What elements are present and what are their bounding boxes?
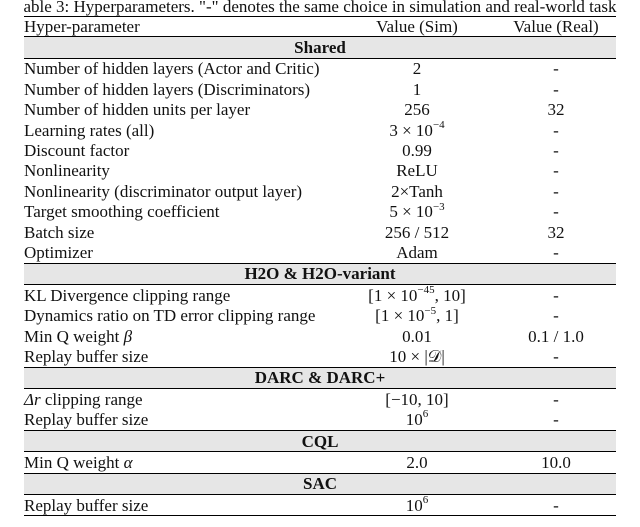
param-name: Replay buffer size	[24, 494, 338, 515]
param-text: Min Q weight	[24, 452, 124, 472]
section-title: Shared	[24, 37, 616, 58]
value-sim: [−10, 10]	[385, 389, 449, 409]
value-real: 32	[547, 222, 565, 242]
param-name	[24, 389, 338, 410]
table-caption: able 3: Hyperparameters. "-" denotes the same choice in simulation and real-world task	[23, 0, 617, 16]
value-sim	[338, 409, 496, 430]
value-real: -	[553, 306, 559, 326]
header-hyperparameter: Hyper-parameter	[24, 16, 338, 37]
value-base: 10	[405, 410, 423, 430]
value-real: -	[553, 285, 559, 305]
table-row	[24, 161, 616, 181]
value-real: -	[553, 389, 559, 409]
value-real: -	[553, 141, 559, 161]
table-row	[24, 389, 616, 410]
value-exponent: −45	[417, 284, 435, 297]
value-exponent: 6	[422, 494, 429, 507]
value-real: -	[553, 242, 559, 262]
table-row	[24, 242, 616, 263]
param-name: Number of hidden layers (Actor and Critic)	[24, 59, 320, 79]
section-title: DARC & DARC+	[24, 367, 616, 388]
value-sim: 0.01	[402, 326, 432, 346]
value-exponent: 6	[422, 408, 429, 421]
value-sim: 256	[404, 100, 430, 120]
param-name: Number of hidden layers (Discriminators)	[24, 79, 311, 99]
param-name: KL Divergence clipping range	[24, 285, 231, 305]
value-sim	[338, 120, 496, 140]
value-sim: 2×Tanh	[391, 181, 443, 201]
value-real: -	[553, 346, 559, 366]
section-cql	[24, 430, 616, 451]
table-row	[24, 58, 616, 79]
param-symbol: Δr	[24, 389, 41, 409]
value-sim: 1	[412, 79, 422, 99]
param-text: Min Q weight	[24, 326, 124, 346]
table-row	[24, 140, 616, 160]
table-row	[24, 326, 616, 346]
param-name: Batch size	[24, 222, 95, 242]
param-name: Nonlinearity (discriminator output layer)	[24, 181, 303, 201]
section-title: SAC	[24, 473, 616, 494]
table-row	[24, 222, 616, 242]
table-row	[24, 494, 616, 515]
value-tail: , 10]	[434, 285, 466, 305]
table-row	[24, 452, 616, 473]
table-row	[24, 305, 616, 325]
param-name: Nonlinearity	[24, 161, 110, 181]
table-row	[24, 346, 616, 367]
value-real: 0.1 / 1.0	[528, 326, 584, 346]
param-name: Learning rates (all)	[24, 120, 155, 140]
value-tail: , 1]	[436, 306, 459, 326]
header-value-real: Value (Real)	[496, 16, 616, 37]
value-real: 10.0	[541, 452, 571, 472]
section-sac	[24, 473, 616, 494]
table-row	[24, 181, 616, 201]
value-real: -	[553, 79, 559, 99]
value-real: -	[553, 202, 559, 222]
value-sim: Adam	[396, 242, 438, 262]
param-symbol: β	[123, 326, 133, 346]
value-base: 3 × 10	[389, 120, 433, 140]
value-base: [1 × 10	[375, 306, 425, 326]
value-exponent: −3	[432, 200, 445, 213]
value-sim: 0.99	[402, 141, 432, 161]
value-base: 10	[405, 495, 423, 515]
value-sim: 2	[412, 59, 422, 79]
param-name	[24, 452, 338, 473]
value-real: 32	[547, 100, 565, 120]
table-row	[24, 120, 616, 140]
table-row	[24, 285, 616, 306]
table-row	[24, 202, 616, 222]
param-name	[24, 326, 338, 346]
table-row	[24, 100, 616, 120]
value-sim: ReLU	[396, 161, 438, 181]
section-shared	[24, 37, 616, 58]
param-symbol: α	[123, 452, 133, 472]
value-exponent: −5	[424, 304, 437, 317]
param-name: Replay buffer size	[24, 346, 149, 366]
param-text: clipping range	[40, 389, 143, 409]
value-real: -	[553, 59, 559, 79]
param-name: Dynamics ratio on TD error clipping range	[24, 306, 316, 326]
param-name: Optimizer	[24, 242, 93, 262]
value-sim	[338, 285, 496, 306]
value-real: -	[553, 161, 559, 181]
value-sim: 2.0	[406, 452, 428, 472]
param-name: Number of hidden units per layer	[24, 100, 251, 120]
value-real: -	[553, 181, 559, 201]
param-name: Discount factor	[24, 141, 130, 161]
value-sim: 256 / 512	[384, 222, 450, 242]
value-real: -	[496, 494, 616, 515]
section-darc	[24, 367, 616, 388]
value-sim	[338, 305, 496, 325]
table-row	[24, 79, 616, 99]
hyperparameter-table	[24, 16, 616, 516]
value-exponent: −4	[432, 118, 445, 131]
section-h2o	[24, 263, 616, 284]
value-real: -	[553, 410, 559, 430]
value-base: 5 × 10	[389, 202, 433, 222]
value-sim	[338, 494, 496, 515]
value-base: [1 × 10	[368, 285, 418, 305]
param-name: Replay buffer size	[24, 410, 149, 430]
value-sim: 10 × |𝒟|	[389, 346, 445, 366]
section-title: CQL	[24, 430, 616, 451]
section-title: H2O & H2O-variant	[24, 263, 616, 284]
value-real: -	[553, 120, 559, 140]
param-name: Target smoothing coefficient	[24, 202, 220, 222]
header-value-sim: Value (Sim)	[338, 16, 496, 37]
table-row	[24, 409, 616, 430]
value-sim	[338, 202, 496, 222]
header-row	[24, 16, 616, 37]
